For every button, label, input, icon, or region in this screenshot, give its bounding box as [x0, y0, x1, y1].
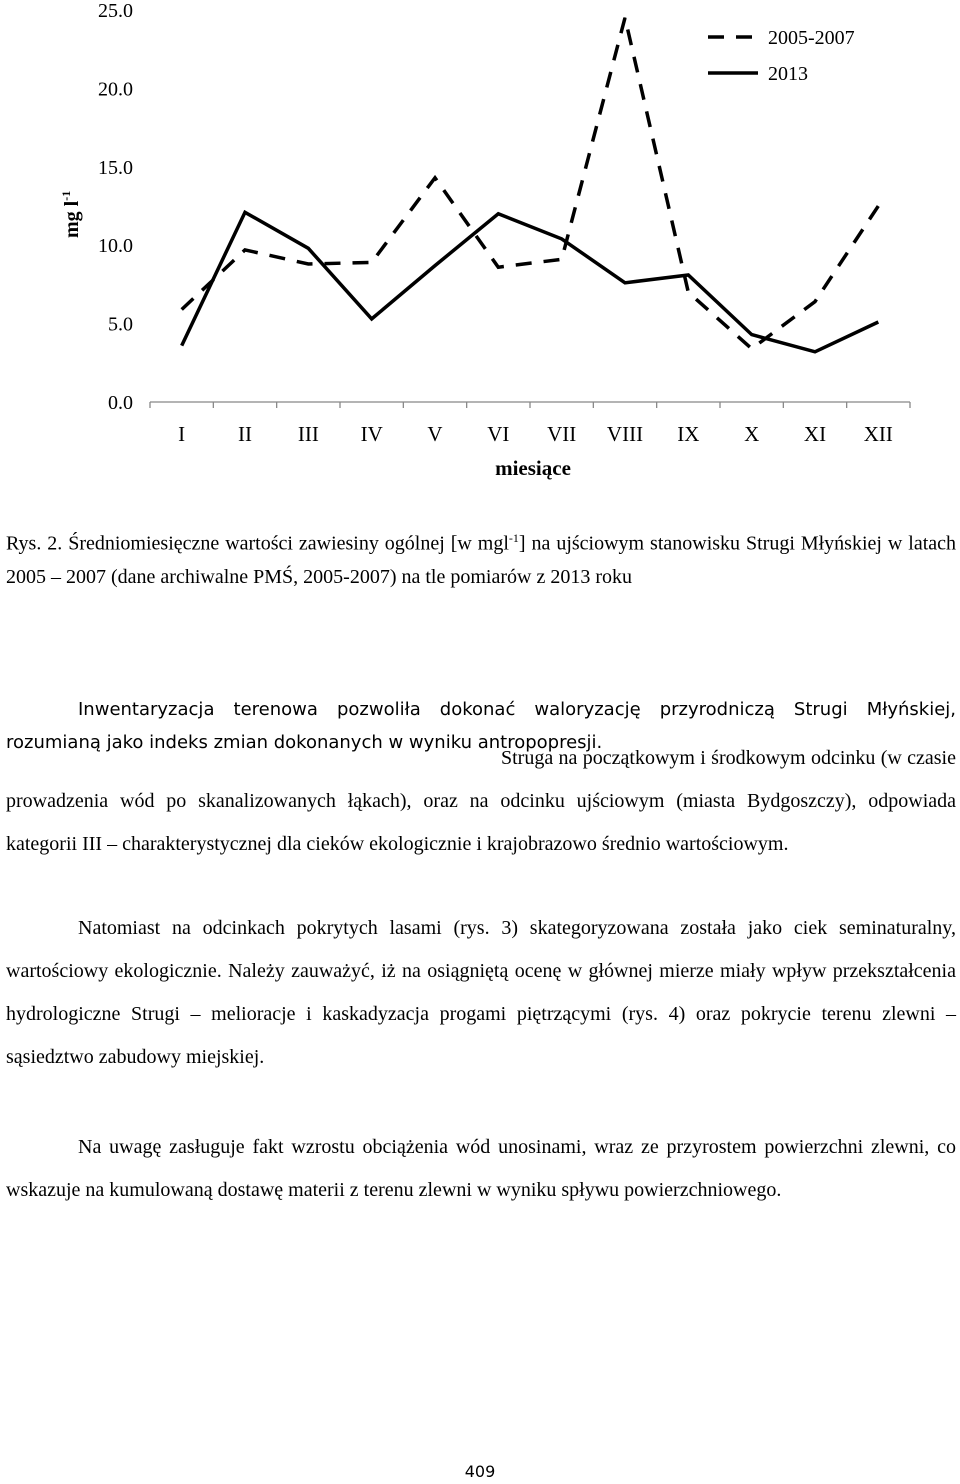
x-tick-label: X	[744, 422, 760, 446]
x-tick-labels	[178, 422, 893, 446]
x-tick-label: VI	[487, 422, 510, 446]
legend-label: 2013	[768, 63, 808, 85]
x-tick-label: XI	[803, 422, 827, 446]
x-tick-label: III	[297, 422, 319, 446]
y-axis-label: mg $l^{-1}$	[59, 190, 83, 238]
y-tick-label: 25.0	[98, 0, 133, 22]
x-tick-label: XII	[863, 422, 893, 446]
paragraph-1-continued: Struga na początkowym i środkowym odcinku (w czasie prowadzenia wód po skanalizowanych łąkach), oraz na odcinku ujściowym (miasta Bydgoszczy), odpowiada kategorii III – charakterystycznej dla cieków ekologicznie i krajobrazowo średnio wartościowym.	[6, 747, 956, 855]
x-tick-label: IX	[677, 422, 700, 446]
paragraph-3: Na uwagę zasługuje fakt wzrostu obciążenia wód unosinami, wraz ze przyrostem powierzchni zlewni, co wskazuje na kumulowaną dostawę materii z terenu zlewni w wyniku spływu powierzchniowego.	[6, 1136, 956, 1201]
paragraph-1: Inwentaryzacja terenowa pozwoliła dokonać waloryzację przyrodniczą Strugi Młyńskiej, rozumianą jako indeks zmian dokonanych w wyniku antropopresji.	[6, 699, 956, 753]
chart-axes	[150, 402, 910, 408]
y-tick-labels	[98, 0, 133, 414]
figure-caption: Rys. 2. Średniomiesięczne wartości zawiesiny ogólnej [w mgl$^{-1}$] na ujściowym stanowisku Strugi Młyńskiej w latach 2005 – 2007 (dane archiwalne PMŚ, 2005-2007) na tle pomiarów z 2013 roku	[6, 531, 957, 588]
paragraph-2: Natomiast na odcinkach pokrytych lasami (rys. 3) skategoryzowana została jako ciek seminaturalny, wartościowy ekologicznie. Należy zauważyć, iż na osiągniętą ocenę w głównej mierze miały wpływ przekształcenia hydrologiczne Strugi – melioracje i kaskadyzacja progami piętrzącymi (rys. 4) oraz pokrycie terenu zlewni – sąsiedztwo zabudowy miejskiej.	[6, 917, 956, 1068]
series-line-2013	[182, 212, 879, 351]
line-chart	[0, 0, 960, 500]
x-tick-label: II	[238, 422, 252, 446]
y-tick-label: 10.0	[98, 235, 133, 258]
x-tick-label: VIII	[606, 422, 644, 446]
x-tick-label: VII	[547, 422, 577, 446]
legend-label: 2005-2007	[768, 27, 855, 49]
y-tick-label: 0.0	[108, 392, 133, 414]
y-tick-label: 5.0	[108, 313, 133, 336]
y-tick-label: 15.0	[98, 156, 133, 179]
page-number: 409	[464, 1462, 496, 1481]
y-tick-label: 20.0	[98, 78, 133, 101]
x-tick-label: IV	[360, 422, 383, 446]
x-axis-label: miesiące	[495, 456, 571, 480]
chart-legend	[708, 27, 855, 85]
x-tick-label: V	[427, 422, 443, 446]
x-tick-label: I	[178, 422, 186, 446]
